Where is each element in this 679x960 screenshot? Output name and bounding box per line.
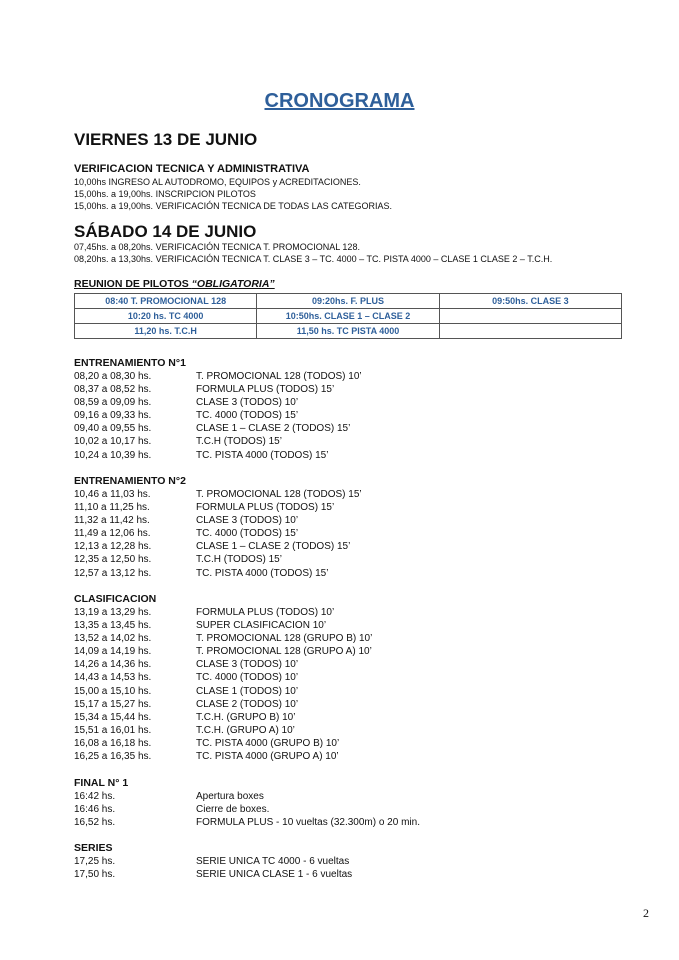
schedule-time: 16:46 hs. (74, 804, 116, 816)
schedule-row (74, 501, 634, 514)
schedule-row (74, 671, 634, 684)
schedule-description: CLASE 2 (TODOS) 10’ (196, 698, 299, 710)
friday-line: 15,00hs. a 19,00hs. VERIFICACIÓN TECNICA DE TODAS LAS CATEGORIAS. (74, 201, 392, 211)
meeting-emphasis: “OBLIGATORIA” (191, 278, 275, 290)
schedule-row (74, 737, 634, 750)
schedule-time: 08,20 a 08,30 hs. (74, 371, 152, 382)
schedule-time: 15,51 a 16,01 hs. (74, 724, 152, 736)
table-cell: 10:50hs. CLASE 1 – CLASE 2 (257, 309, 439, 324)
schedule-description: CLASE 3 (TODOS) 10’ (196, 397, 299, 409)
schedule-time: 16,52 hs. (74, 817, 116, 829)
schedule-row (74, 855, 634, 868)
table-cell (439, 309, 621, 324)
schedule-time: 16,25 a 16,35 hs. (74, 751, 152, 763)
schedule-description: FORMULA PLUS (TODOS) 10’ (196, 607, 335, 618)
section-final-1 (74, 776, 634, 829)
schedule-row (74, 527, 634, 540)
schedule-row (74, 553, 634, 566)
schedule-time: 14,26 a 14,36 hs. (74, 659, 152, 671)
schedule-row (74, 619, 634, 632)
schedule-time: 09,16 a 09,33 hs. (74, 410, 152, 422)
table-cell: 11,50 hs. TC PISTA 4000 (257, 324, 439, 339)
schedule-row (74, 750, 634, 763)
schedule-description: T. PROMOCIONAL 128 (TODOS) 15’ (196, 489, 362, 500)
section-heading: CLASIFICACION (74, 593, 157, 605)
section-heading: ENTRENAMIENTO N°2 (74, 475, 186, 487)
schedule-time: 17,50 hs. (74, 869, 116, 881)
meeting-schedule-table (74, 293, 622, 339)
schedule-description: CLASE 3 (TODOS) 10’ (196, 659, 299, 671)
schedule-time: 12,57 a 13,12 hs. (74, 567, 152, 579)
schedule-description: SERIE UNICA TC 4000 - 6 vueltas (196, 856, 350, 867)
schedule-description: CLASE 1 (TODOS) 10’ (196, 685, 299, 697)
section-heading: ENTRENAMIENTO N°1 (74, 357, 186, 369)
section-heading: SERIES (74, 842, 113, 854)
schedule-time: 16,08 a 16,18 hs. (74, 737, 152, 749)
schedule-description: Cierre de boxes. (196, 804, 270, 816)
schedule-time: 11,49 a 12,06 hs. (74, 528, 151, 540)
schedule-row (74, 540, 634, 553)
table-row (75, 294, 622, 309)
schedule-time: 14,43 a 14,53 hs. (74, 672, 152, 684)
schedule-description: CLASE 1 – CLASE 2 (TODOS) 15’ (196, 541, 351, 553)
schedule-row (74, 422, 634, 435)
schedule-time: 13,35 a 13,45 hs. (74, 620, 152, 632)
schedule-description: TC. 4000 (TODOS) 15’ (196, 410, 299, 422)
saturday-heading: SÁBADO 14 DE JUNIO (74, 222, 257, 241)
schedule-time: 10,46 a 11,03 hs. (74, 489, 151, 500)
schedule-time: 11,10 a 11,25 hs. (74, 502, 150, 514)
schedule-row (74, 383, 634, 396)
schedule-row (74, 658, 634, 671)
saturday-line: 07,45hs. a 08,20hs. VERIFICACIÓN TECNICA T. PROMOCIONAL 128. (74, 242, 360, 252)
schedule-row (74, 435, 634, 448)
schedule-time: 12,35 a 12,50 hs. (74, 554, 152, 566)
schedule-time: 16:42 hs. (74, 791, 116, 802)
schedule-time: 08,59 a 09,09 hs. (74, 397, 152, 409)
saturday-line: 08,20hs. a 13,30hs. VERIFICACIÓN TECNICA T. CLASE 3 – TC. 4000 – TC. PISTA 4000 – CLASE 1 CLASE 2 – T.C.H. (74, 254, 553, 264)
schedule-time: 12,13 a 12,28 hs. (74, 541, 152, 553)
schedule-row (74, 396, 634, 409)
schedule-description: TC. PISTA 4000 (TODOS) 15’ (196, 567, 329, 579)
schedule-row (74, 685, 634, 698)
schedule-description: CLASE 3 (TODOS) 10’ (196, 515, 299, 527)
meeting-label-text: REUNION DE PILOTOS (74, 278, 192, 290)
schedule-time: 14,09 a 14,19 hs. (74, 646, 152, 658)
schedule-row (74, 698, 634, 711)
schedule-description: TC. PISTA 4000 (TODOS) 15’ (196, 449, 329, 461)
schedule-time: 13,52 a 14,02 hs. (74, 633, 152, 645)
schedule-description: FORMULA PLUS - 10 vueltas (32.300m) o 20 min. (196, 817, 420, 829)
schedule-description: T. PROMOCIONAL 128 (GRUPO B) 10’ (196, 633, 373, 645)
schedule-time: 15,34 a 15,44 hs. (74, 711, 152, 723)
section-entrenamiento-1 (74, 356, 634, 462)
schedule-time: 11,32 a 11,42 hs. (74, 515, 150, 527)
schedule-description: TC. PISTA 4000 (GRUPO A) 10’ (196, 751, 339, 763)
schedule-time: 10,02 a 10,17 hs. (74, 436, 152, 448)
schedule-time: 15,00 a 15,10 hs. (74, 685, 152, 697)
page-title: CRONOGRAMA (264, 90, 415, 112)
table-cell (439, 324, 621, 339)
section-clasificacion (74, 592, 634, 763)
schedule-description: TC. 4000 (TODOS) 15’ (196, 528, 299, 540)
table-cell: 08:40 T. PROMOCIONAL 128 (75, 294, 257, 309)
schedule-description: FORMULA PLUS (TODOS) 15’ (196, 384, 335, 396)
friday-subheading: VERIFICACION TECNICA Y ADMINISTRATIVA (74, 163, 310, 175)
schedule-description: T. PROMOCIONAL 128 (GRUPO A) 10’ (196, 646, 372, 658)
schedule-time: 17,25 hs. (74, 856, 116, 867)
schedule-description: TC. 4000 (TODOS) 10’ (196, 672, 299, 684)
schedule-row (74, 790, 634, 803)
section-series (74, 841, 634, 881)
schedule-time: 13,19 a 13,29 hs. (74, 607, 152, 618)
drivers-meeting-label (74, 278, 275, 290)
table-row (75, 324, 622, 339)
friday-line: 10,00hs INGRESO AL AUTODROMO, EQUIPOS y ACREDITACIONES. (74, 177, 361, 187)
schedule-time: 09,40 a 09,55 hs. (74, 423, 152, 435)
schedule-description: T.C.H (TODOS) 15’ (196, 554, 282, 566)
schedule-description: T.C.H. (GRUPO B) 10’ (196, 711, 296, 723)
schedule-description: T. PROMOCIONAL 128 (TODOS) 10’ (196, 371, 362, 382)
table-cell: 10:20 hs. TC 4000 (75, 309, 257, 324)
schedule-row (74, 606, 634, 619)
schedule-row (74, 868, 634, 881)
table-cell: 11,20 hs. T.C.H (75, 324, 257, 339)
schedule-row (74, 514, 634, 527)
schedule-description: CLASE 1 – CLASE 2 (TODOS) 15’ (196, 423, 351, 435)
schedule-row (74, 803, 634, 816)
schedule-description: TC. PISTA 4000 (GRUPO B) 10’ (196, 737, 340, 749)
table-cell: 09:20hs. F. PLUS (257, 294, 439, 309)
schedule-row (74, 645, 634, 658)
schedule-description: SERIE UNICA CLASE 1 - 6 vueltas (196, 869, 353, 881)
schedule-row (74, 567, 634, 580)
schedule-description: T.C.H (TODOS) 15’ (196, 436, 282, 448)
schedule-description: SUPER CLASIFICACION 10’ (196, 620, 327, 632)
schedule-row (74, 632, 634, 645)
schedule-row (74, 711, 634, 724)
section-heading: FINAL N° 1 (74, 777, 129, 789)
schedule-description: Apertura boxes (196, 791, 264, 802)
friday-heading: VIERNES 13 DE JUNIO (74, 130, 258, 149)
schedule-row (74, 816, 634, 829)
schedule-row (74, 409, 634, 422)
section-entrenamiento-2 (74, 474, 634, 580)
schedule-description: T.C.H. (GRUPO A) 10’ (196, 724, 295, 736)
schedule-row (74, 724, 634, 737)
schedule-time: 10,24 a 10,39 hs. (74, 449, 152, 461)
schedule-row (74, 370, 634, 383)
schedule-time: 08,37 a 08,52 hs. (74, 384, 152, 396)
schedule-row (74, 449, 634, 462)
schedule-time: 15,17 a 15,27 hs. (74, 698, 152, 710)
friday-line: 15,00hs. a 19,00hs. INSCRIPCION PILOTOS (74, 189, 256, 199)
table-row (75, 309, 622, 324)
schedule-description: FORMULA PLUS (TODOS) 15’ (196, 502, 335, 514)
table-cell: 09:50hs. CLASE 3 (439, 294, 621, 309)
schedule-row (74, 488, 634, 501)
page-number: 2 (643, 906, 649, 920)
